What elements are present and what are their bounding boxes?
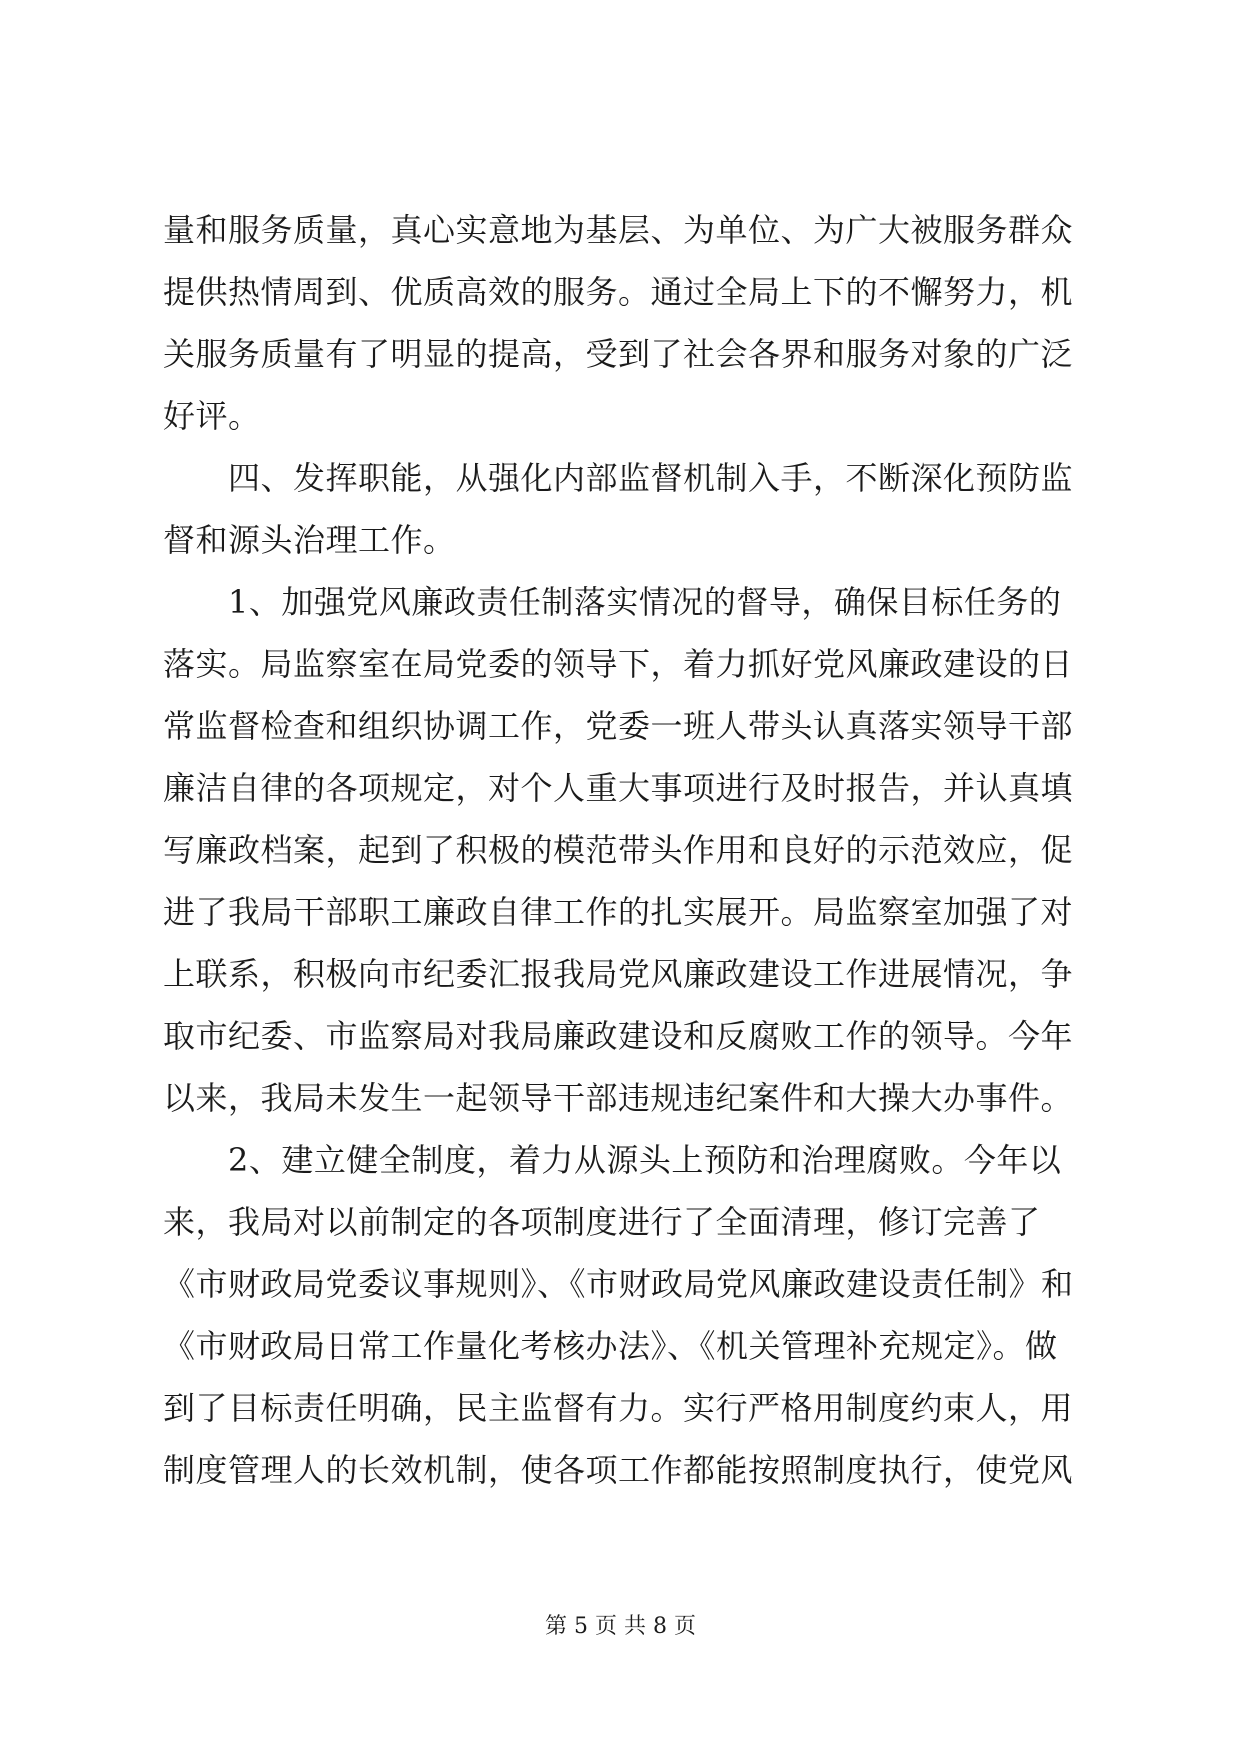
text-line-14: 取市纪委、市监察局对我局廉政建设和反腐败工作的领导。今年 <box>163 1017 1074 1055</box>
text-line-13: 上联系，积极向市纪委汇报我局党风廉政建设工作进展情况，争 <box>163 955 1074 993</box>
text-line-4: 好评。 <box>163 397 261 435</box>
text-line-2: 提供热情周到、优质高效的服务。通过全局上下的不懈努力，机 <box>163 273 1074 311</box>
section-heading-line-1: 四、发挥职能，从强化内部监督机制入手，不断深化预防监 <box>228 459 1074 497</box>
text-line-18: 《市财政局党委议事规则》、《市财政局党风廉政建设责任制》和 <box>163 1265 1074 1303</box>
page-number-footer: 第 5 页 共 8 页 <box>545 1614 696 1639</box>
text-line-15: 以来，我局未发生一起领导干部违规违纪案件和大操大办事件。 <box>163 1079 1074 1117</box>
text-line-8: 落实。局监察室在局党委的领导下，着力抓好党风廉政建设的日 <box>163 645 1074 683</box>
text-line-20: 到了目标责任明确，民主监督有力。实行严格用制度约束人，用 <box>163 1389 1074 1427</box>
text-line-21: 制度管理人的长效机制，使各项工作都能按照制度执行，使党风 <box>163 1451 1074 1489</box>
text-line-7: 1、加强党风廉政责任制落实情况的督导，确保目标任务的 <box>228 583 1062 621</box>
text-line-17: 来，我局对以前制定的各项制度进行了全面清理，修订完善了 <box>163 1203 1041 1241</box>
text-line-9: 常监督检查和组织协调工作，党委一班人带头认真落实领导干部 <box>163 707 1074 745</box>
section-heading-line-2: 督和源头治理工作。 <box>163 521 456 559</box>
text-line-16: 2、建立健全制度，着力从源头上预防和治理腐败。今年以 <box>228 1141 1062 1179</box>
text-line-12: 进了我局干部职工廉政自律工作的扎实展开。局监察室加强了对 <box>163 893 1074 931</box>
text-line-10: 廉洁自律的各项规定，对个人重大事项进行及时报告，并认真填 <box>163 769 1074 807</box>
text-line-11: 写廉政档案，起到了积极的模范带头作用和良好的示范效应，促 <box>163 831 1074 869</box>
text-line-1: 量和服务质量，真心实意地为基层、为单位、为广大被服务群众 <box>163 211 1074 249</box>
text-line-19: 《市财政局日常工作量化考核办法》、《机关管理补充规定》。做 <box>163 1327 1058 1365</box>
text-line-3: 关服务质量有了明显的提高，受到了社会各界和服务对象的广泛 <box>163 335 1074 373</box>
